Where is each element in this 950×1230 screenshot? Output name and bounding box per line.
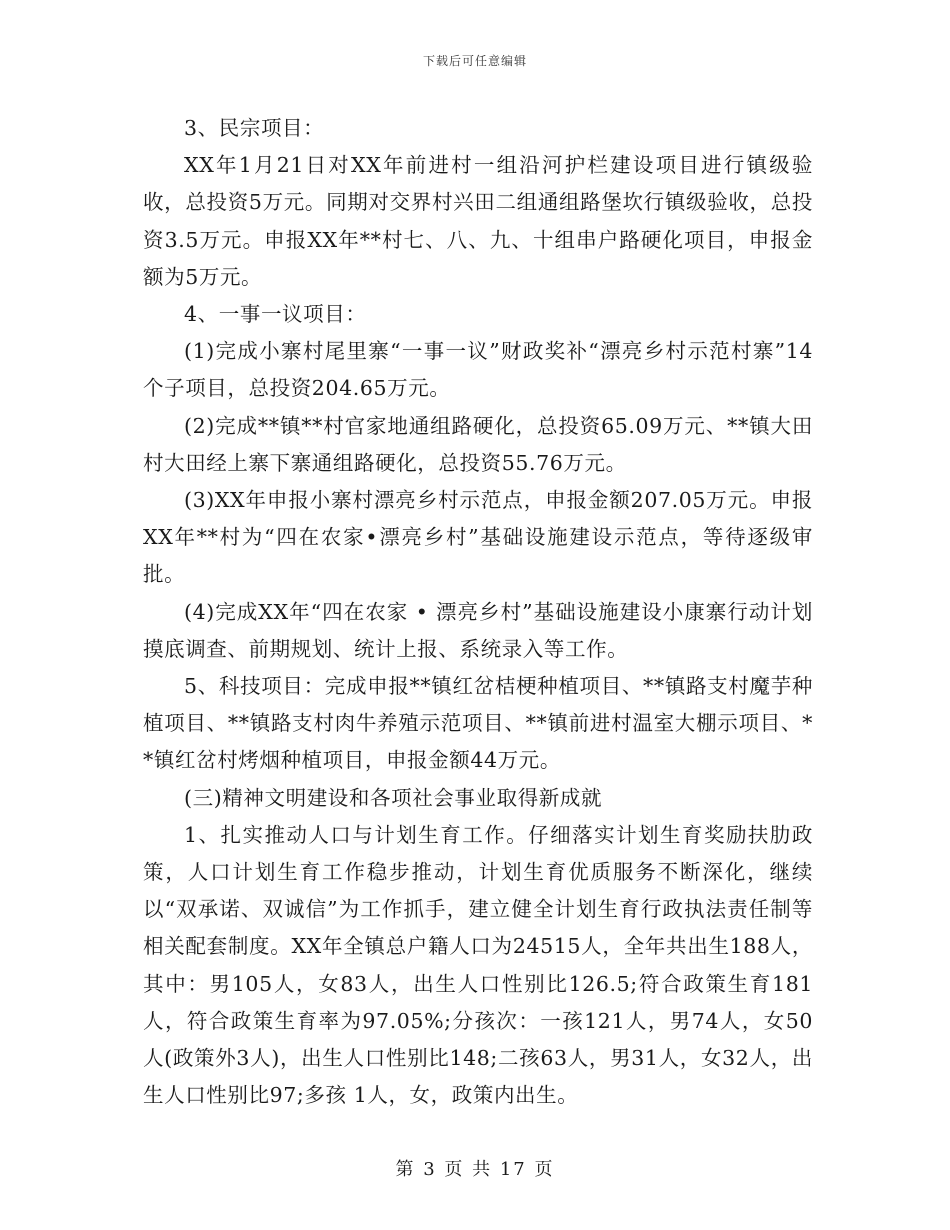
paragraph-item-1: (1)完成小寨村尾里寨“一事一议”财政奖补“漂亮乡村示范村寨”14个子项目，总投资204.65万元。	[143, 339, 813, 401]
paragraph-item-3: (3)XX年申报小寨村漂亮乡村示范点，申报金额207.05万元。申报XX年**村为“四在农家•漂亮乡村”基础设施建设示范点，等待逐级审批。	[143, 488, 813, 587]
paragraph-keji: 5、科技项目：完成申报**镇红岔桔梗种植项目、**镇路支村魔芋种植项目、**镇路支村肉牛养殖示范项目、**镇前进村温室大棚示项目、**镇红岔村烤烟种植项目，申报金额44万元。	[143, 674, 813, 773]
paragraph-minzong-detail: XX年1月21日对XX年前进村一组沿河护栏建设项目进行镇级验收，总投资5万元。同期对交界村兴田二组通组路堡坎行镇级验收，总投资3.5万元。申报XX年**村七、八、九、十组串户路硬化项目，申报金额为5万元。	[143, 153, 813, 289]
header-note: 下载后可任意编辑	[422, 54, 527, 68]
document-body	[143, 110, 813, 1114]
paragraph-population: 1、扎实推动人口与计划生育工作。仔细落实计划生育奖励扶肋政策，人口计划生育工作稳步推动，计划生育优质服务不断深化，继续以“双承诺、双诚信”为工作抓手，建立健全计划生育行政执法责任制等相关配套制度。XX年全镇总户籍人口为24515人，全年共出生188人，其中：男105人，女83人，出生人口性别比126.5;符合政策生育181人，符合政策生育率为97.05%;分孩次：一孩121人，男74人，女50人(政策外3人)，出生人口性别比148;二孩63人，男31人，女32人，出生人口性别比97;多孩 1人，女，政策内出生。	[143, 822, 813, 1108]
section-heading-minzong: 3、民宗项目：	[184, 116, 325, 140]
paragraph-item-4: (4)完成XX年“四在农家 • 漂亮乡村”基础设施建设小康寨行动计划摸底调查、前期规划、统计上报、系统录入等工作。	[143, 599, 813, 661]
paragraph-item-2: (2)完成**镇**村官家地通组路硬化，总投资65.09万元、**镇大田村大田经上寨下寨通组路硬化，总投资55.76万元。	[143, 413, 813, 475]
page-number-footer: 第 3 页 共 17 页	[395, 1159, 555, 1180]
section-heading-yishiyiyi: 4、一事一议项目：	[184, 302, 367, 327]
section-heading-jingshen-wenming: (三)精神文明建设和各项社会事业取得新成就	[184, 785, 603, 810]
